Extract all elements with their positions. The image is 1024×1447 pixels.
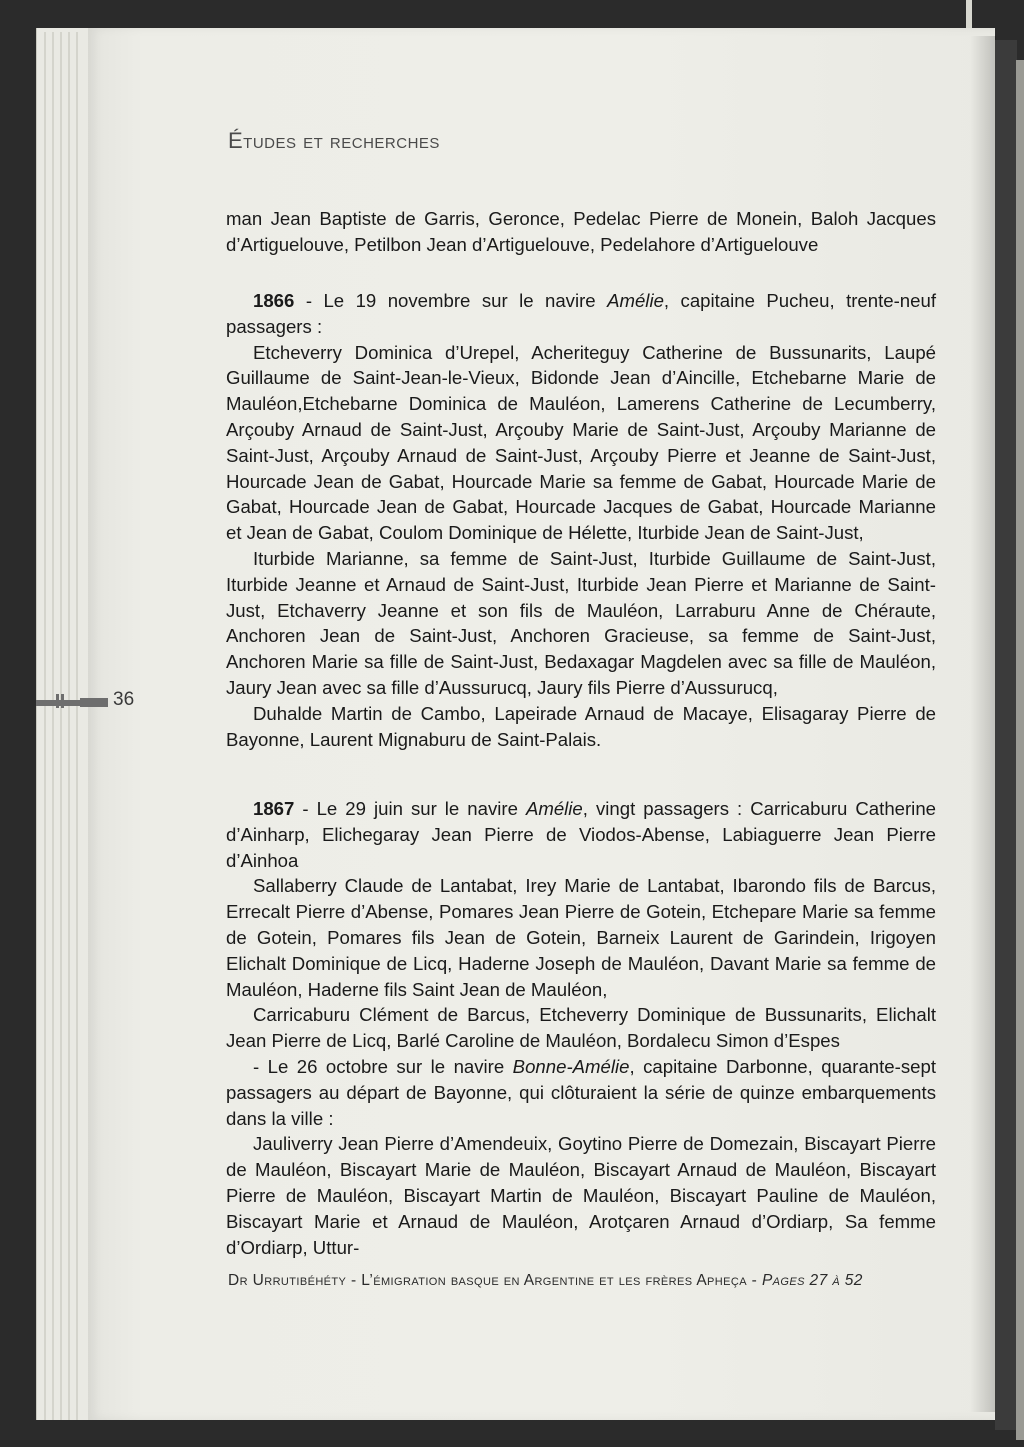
ship-name-amelie-1867: Amélie xyxy=(525,798,583,819)
page-edge xyxy=(76,32,78,1420)
paragraph-passenger-list-2: Iturbide Marianne, sa femme de Saint-Just, Iturbide Guillaume de Saint-Just, Iturbide Jeanne et Arnaud de Saint-Just, Iturbide Jean Pierre et Marianne de Saint-Just, Etchaverry Jeanne et son fils de Mauléon, Larraburu Anne de Chéraute, Anchoren Jean de Saint-Just, Anchoren Gracieuse, sa femme de Saint-Just, Anchoren Marie sa fille de Saint-Just, Bedaxagar Magdelen avec sa fille de Mauléon, Jaury Jean avec sa fille d’Aussurucq, Jaury fils Pierre d’Aussurucq, xyxy=(226,547,936,698)
page-edge xyxy=(44,32,46,1420)
page-edge xyxy=(60,32,62,1420)
paragraph-1866-post: , capitaine Pucheu, trente-neuf passagers : xyxy=(226,290,936,337)
running-footer xyxy=(228,1272,928,1290)
paragraph-1866-pre: - Le 19 novembre sur le navire xyxy=(294,290,608,311)
paragraph-october-pre: - Le 26 octobre sur le navire xyxy=(253,1055,513,1077)
paragraph-1867 xyxy=(226,796,936,873)
paragraph-passenger-list-3: Duhalde Martin de Cambo, Lapeirade Arnaud de Macaye, Elisagaray Pierre de Bayonne, Laurent Mignaburu de Saint-Palais. xyxy=(226,702,936,750)
body-text-block-3 xyxy=(226,796,936,1260)
gutter-shadow xyxy=(970,36,996,1412)
page-number: 36 xyxy=(113,689,135,710)
footer-author: Dr Urrutibéhéty xyxy=(228,1272,347,1289)
page-edge xyxy=(52,32,54,1420)
body-text-block-1 xyxy=(226,206,936,258)
tab-marker-tick xyxy=(61,694,64,708)
running-header xyxy=(228,128,440,154)
year-1867: 1867 xyxy=(253,798,295,819)
ship-name-amelie: Amélie xyxy=(607,290,664,311)
paragraph-october-1867 xyxy=(226,1054,936,1131)
paragraph-october-post: , capitaine Darbonne, quarante-sept passagers au départ de Bayonne, qui clôturaient la série de quinze embarquements dans la ville : xyxy=(226,1055,936,1129)
paragraph-passenger-list-1: Etcheverry Dominica d’Urepel, Acheriteguy Catherine de Bussunarits, Laupé Guillaume de Saint-Jean-le-Vieux, Bidonde Jean d’Aincille, Etchebarne Marie de Mauléon,Etchebarne Dominica de Mauléon, Lamerens Catherine de Lecumberry, Arçouby Arnaud de Saint-Just, Arçouby Marie de Saint-Just, Arçouby Marianne de Saint-Just, Arçouby Arnaud de Saint-Just, Arçouby Pierre et Jeanne de Saint-Just, Hourcade Jean de Gabat, Hourcade Marie sa femme de Gabat, Hourcade Marie de Gabat, Hourcade Jean de Gabat, Hourcade Jacques de Gabat, Hourcade Marianne et Jean de Gabat, Coulom Dominique de Hélette, Iturbide Jean de Saint-Just, xyxy=(226,341,936,544)
footer-separator: - xyxy=(346,1272,362,1289)
paragraph-1867-post: , vingt passagers : Carricaburu Catherine d’Ainharp, Elichegaray Jean Pierre de Viodos-Abense, Labiaguerre Jean Pierre d’Ainhoa xyxy=(226,798,936,871)
page-tab-marker xyxy=(36,694,108,708)
footer-title: L’émigration basque en Argentine et les frères Apheça xyxy=(361,1272,747,1289)
scan-border xyxy=(1016,60,1024,1440)
paragraph-1867-pre: - Le 29 juin sur le navire xyxy=(294,798,526,819)
body-text-block-2 xyxy=(226,288,936,752)
page-edge xyxy=(68,32,70,1420)
paragraph-1866 xyxy=(226,288,936,340)
paragraph-passenger-list-6: Jauliverry Jean Pierre d’Amendeuix, Goytino Pierre de Domezain, Biscayart Pierre de Mauléon, Biscayart Marie de Mauléon, Biscayart Arnaud de Mauléon, Biscayart Pierre de Mauléon, Biscayart Martin de Mauléon, Biscayart Pauline de Mauléon, Biscayart Marie et Arnaud de Mauléon, Arotçaren Arnaud d’Ordiarp, Sa femme d’Ordiarp, Uttur- xyxy=(226,1133,936,1258)
paragraph-passenger-list-4: Sallaberry Claude de Lantabat, Irey Marie de Lantabat, Ibarondo fils de Barcus, Errecalt Pierre d’Abense, Pomares Jean Pierre de Gotein, Etchepare Marie sa femme de Gotein, Pomares fils Jean de Gotein, Barneix Laurent de Garindein, Irigoyen Elichalt Dominique de Licq, Haderne Joseph de Mauléon, Davant Marie sa femme de Mauléon, Haderne fils Saint Jean de Mauléon, xyxy=(226,875,936,1000)
ship-name-bonne-amelie: Bonne-Amélie xyxy=(512,1055,630,1077)
year-1866: 1866 xyxy=(253,290,295,311)
tab-marker-tick xyxy=(56,694,59,708)
scan-border-top xyxy=(966,0,972,28)
paragraph-continuation: man Jean Baptiste de Garris, Geronce, Pedelac Pierre de Monein, Baloh Jacques d’Artiguelouve, Petilbon Jean d’Artiguelouve, Pedelahore d’Artiguelouve xyxy=(226,208,936,255)
next-page-edge xyxy=(995,40,1017,1430)
header-title: Études et recherches xyxy=(228,128,440,153)
paragraph-passenger-list-5: Carricaburu Clément de Barcus, Etcheverry Dominique de Bussunarits, Elichalt Jean Pierre de Licq, Barlé Caroline de Mauléon, Bordalecu Simon d’Espes xyxy=(226,1004,936,1052)
footer-separator: - xyxy=(746,1272,762,1289)
tab-marker-block xyxy=(80,698,108,707)
footer-pages: Pages 27 à 52 xyxy=(761,1272,863,1289)
